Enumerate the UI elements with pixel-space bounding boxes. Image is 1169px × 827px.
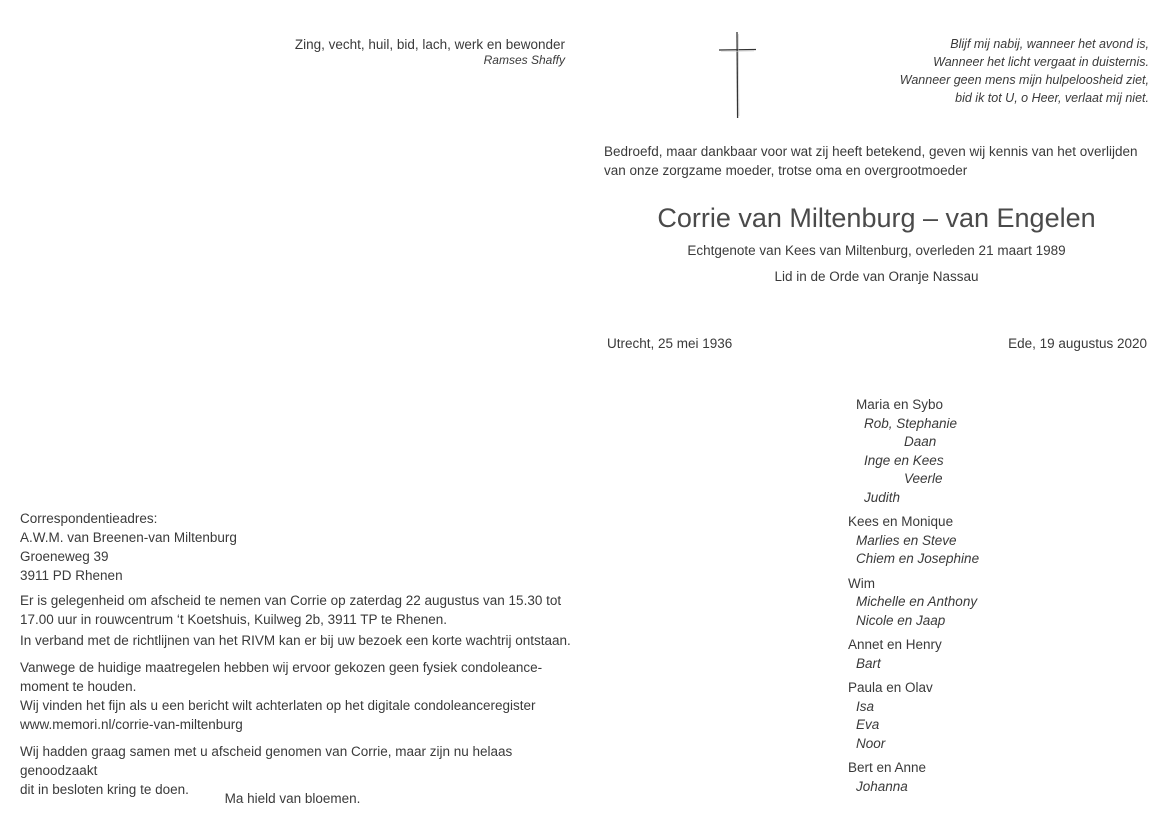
poem [850,35,1149,107]
condolence-info [20,658,580,734]
family-group [848,396,1148,507]
poem-line: Blijf mij nabij, wanneer het avond is, [950,37,1149,51]
rivm-notice: In verband met de richtlijnen van het RIVM kan er bij uw bezoek een korte wachtrij ontstaan. [20,633,571,648]
visitation-line-2: 17.00 uur in rouwcentrum ‘t Koetshuis, Kuilweg 2b, 3911 TP te Rhenen. [20,612,448,627]
family-member: Michelle en Anthony [856,594,978,609]
birth-place-date: Utrecht, 25 mei 1936 [607,336,733,351]
intro-line-1: Bedroefd, maar dankbaar voor wat zij heeft betekend, geven wij kennis van het overlijden [604,144,1138,159]
family-head: Bert en Anne [848,760,927,775]
honour-line: Lid in de Orde van Oranje Nassau [774,269,979,284]
visitation-info [20,591,580,629]
family-member: Eva [856,717,880,732]
condolence-url: www.memori.nl/corrie-van-miltenburg [20,717,243,732]
poem-line: Wanneer geen mens mijn hulpeloosheid ziet, [899,73,1149,87]
family-head: Annet en Henry [848,637,942,652]
family-group [848,575,1148,631]
together-line-2: dit in besloten kring te doen. [20,782,189,797]
correspondence-name: A.W.M. van Breenen-van Miltenburg [20,530,237,545]
family-member: Nicole en Jaap [856,612,946,628]
quote-author: Ramses Shaffy [483,53,565,67]
intro-line-2: van onze zorgzame moeder, trotse oma en overgrootmoeder [604,163,968,178]
family-member: Judith [864,489,901,505]
announcement-intro [604,142,1152,180]
family-member: Marlies en Steve [856,532,957,548]
poem-line: bid ik tot U, o Heer, verlaat mij niet. [955,91,1149,105]
family-group [848,636,1148,673]
family-list [848,396,1148,802]
family-head: Wim [848,575,875,591]
correspondence-address [20,509,570,585]
condolence-line-1: Vanwege de huidige maatregelen hebben wij ervoor gekozen geen fysiek condoleance- [20,660,543,675]
family-head: Paula en Olav [848,680,933,695]
family-member: Isa [856,698,875,714]
deceased-name: Corrie van Miltenburg – van Engelen [657,203,1096,233]
family-head: Kees en Monique [848,514,954,529]
family-group [848,679,1148,753]
family-member: Johanna [856,778,908,794]
family-member: Rob, Stephanie [864,415,958,431]
family-member: Bart [856,655,881,671]
condolence-line-3: Wij vinden het fijn als u een bericht wilt achterlaten op het digitale condoleanceregister [20,698,536,713]
family-member: Chiem en Josephine [856,551,980,566]
cross-icon [712,28,762,120]
correspondence-label: Correspondentieadres: [20,511,158,526]
death-place-date: Ede, 19 augustus 2020 [1008,336,1147,351]
together-line-1: Wij hadden graag samen met u afscheid genomen van Corrie, maar zijn nu helaas genoodzaakt [20,744,513,778]
spouse-line: Echtgenote van Kees van Miltenburg, overleden 21 maart 1989 [687,243,1066,258]
correspondence-city: 3911 PD Rhenen [20,568,123,583]
condolence-line-2: moment te houden. [20,679,137,694]
poem-line: Wanneer het licht vergaat in duisternis. [933,55,1149,69]
closing-line: Ma hield van bloemen. [224,791,361,806]
family-group [848,759,1148,796]
visitation-line-1: Er is gelegenheid om afscheid te nemen van Corrie op zaterdag 22 augustus van 15.30 tot [20,593,562,608]
family-group [848,513,1148,569]
family-member: Inge en Kees [864,452,944,468]
correspondence-street: Groeneweg 39 [20,549,109,564]
family-member: Noor [856,735,886,751]
quote-text: Zing, vecht, huil, bid, lach, werk en bewonder [294,37,565,52]
family-member: Veerle [904,471,943,486]
opening-quote [200,37,565,67]
family-head: Maria en Sybo [856,397,944,412]
family-member: Daan [904,434,937,449]
